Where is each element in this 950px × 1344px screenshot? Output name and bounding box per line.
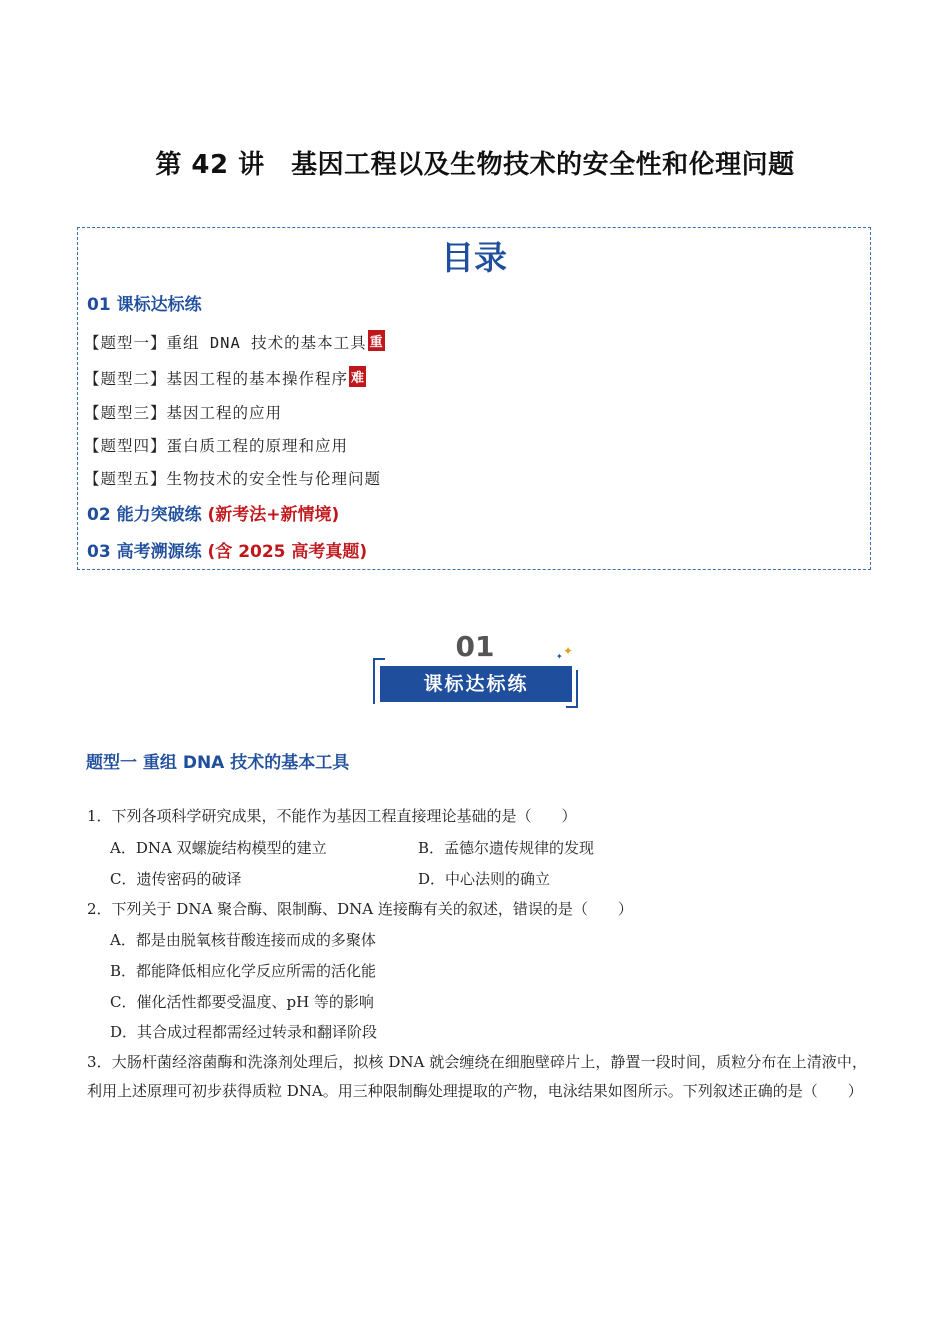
question-2-stem: 2．下列关于 DNA 聚合酶、限制酶、DNA 连接酶有关的叙述，错误的是（ ）: [87, 900, 633, 918]
badge-number: 01: [455, 630, 495, 663]
toc-item-label: 【题型二】基因工程的基本操作程序: [84, 370, 349, 388]
toc-item-label: 【题型一】重组 DNA 技术的基本工具: [84, 334, 367, 352]
section-badge: [370, 630, 580, 710]
document-title: 第 42 讲 基因工程以及生物技术的安全性和伦理问题: [155, 150, 795, 180]
sparkle-icon: ✦: [556, 652, 563, 661]
toc-section-3-label: 03 高考溯源练: [87, 542, 208, 562]
question-2-option-c: C．催化活性都要受温度、pH 等的影响: [110, 993, 374, 1011]
table-of-contents: [77, 227, 871, 570]
question-2-option-a: A．都是由脱氧核苷酸连接而成的多聚体: [110, 931, 376, 949]
toc-section-3: [87, 537, 367, 562]
toc-item-4: 【题型四】蛋白质工程的原理和应用: [84, 437, 349, 455]
toc-item-2: [84, 366, 366, 389]
question-1-option-b: B．孟德尔遗传规律的发现: [418, 839, 595, 857]
badge-label: 课标达标练: [380, 666, 572, 702]
section-heading: 题型一 重组 DNA 技术的基本工具: [86, 753, 350, 773]
toc-section-2: [87, 500, 339, 525]
question-2-option-b: B．都能降低相应化学反应所需的活化能: [110, 962, 377, 980]
toc-section-2-note: (新考法+新情境): [207, 505, 340, 525]
difficulty-badge: 难: [349, 366, 366, 387]
toc-item-5: 【题型五】生物技术的安全性与伦理问题: [84, 470, 382, 488]
question-1-option-c: C．遗传密码的破译: [110, 870, 242, 888]
sparkle-icon: ✦: [563, 644, 574, 658]
question-1-option-a: A．DNA 双螺旋结构模型的建立: [110, 839, 327, 857]
question-2-option-d: D．其合成过程都需经过转录和翻译阶段: [110, 1023, 378, 1041]
toc-item-1: [84, 330, 385, 353]
question-1-option-d: D．中心法则的确立: [418, 870, 551, 888]
toc-section-1: 01 课标达标练: [87, 295, 202, 315]
question-3-stem: 3．大肠杆菌经溶菌酶和洗涤剂处理后，拟核 DNA 就会缠绕在细胞壁碎片上，静置一段时间，质粒分布在上清液中，利用上述原理可初步获得质粒 DNA。用三种限制酶处理提取的产物，电泳结果如图所示。下列叙述正确的是（ ）: [87, 1053, 867, 1100]
question-1-stem: 1．下列各项科学研究成果，不能作为基因工程直接理论基础的是（ ）: [87, 807, 577, 825]
toc-section-2-label: 02 能力突破练: [87, 505, 208, 525]
toc-item-3: 【题型三】基因工程的应用: [84, 404, 283, 422]
key-point-badge: 重: [368, 330, 385, 351]
toc-heading: 目录: [441, 238, 507, 277]
toc-section-3-note: (含 2025 高考真题): [207, 542, 368, 562]
